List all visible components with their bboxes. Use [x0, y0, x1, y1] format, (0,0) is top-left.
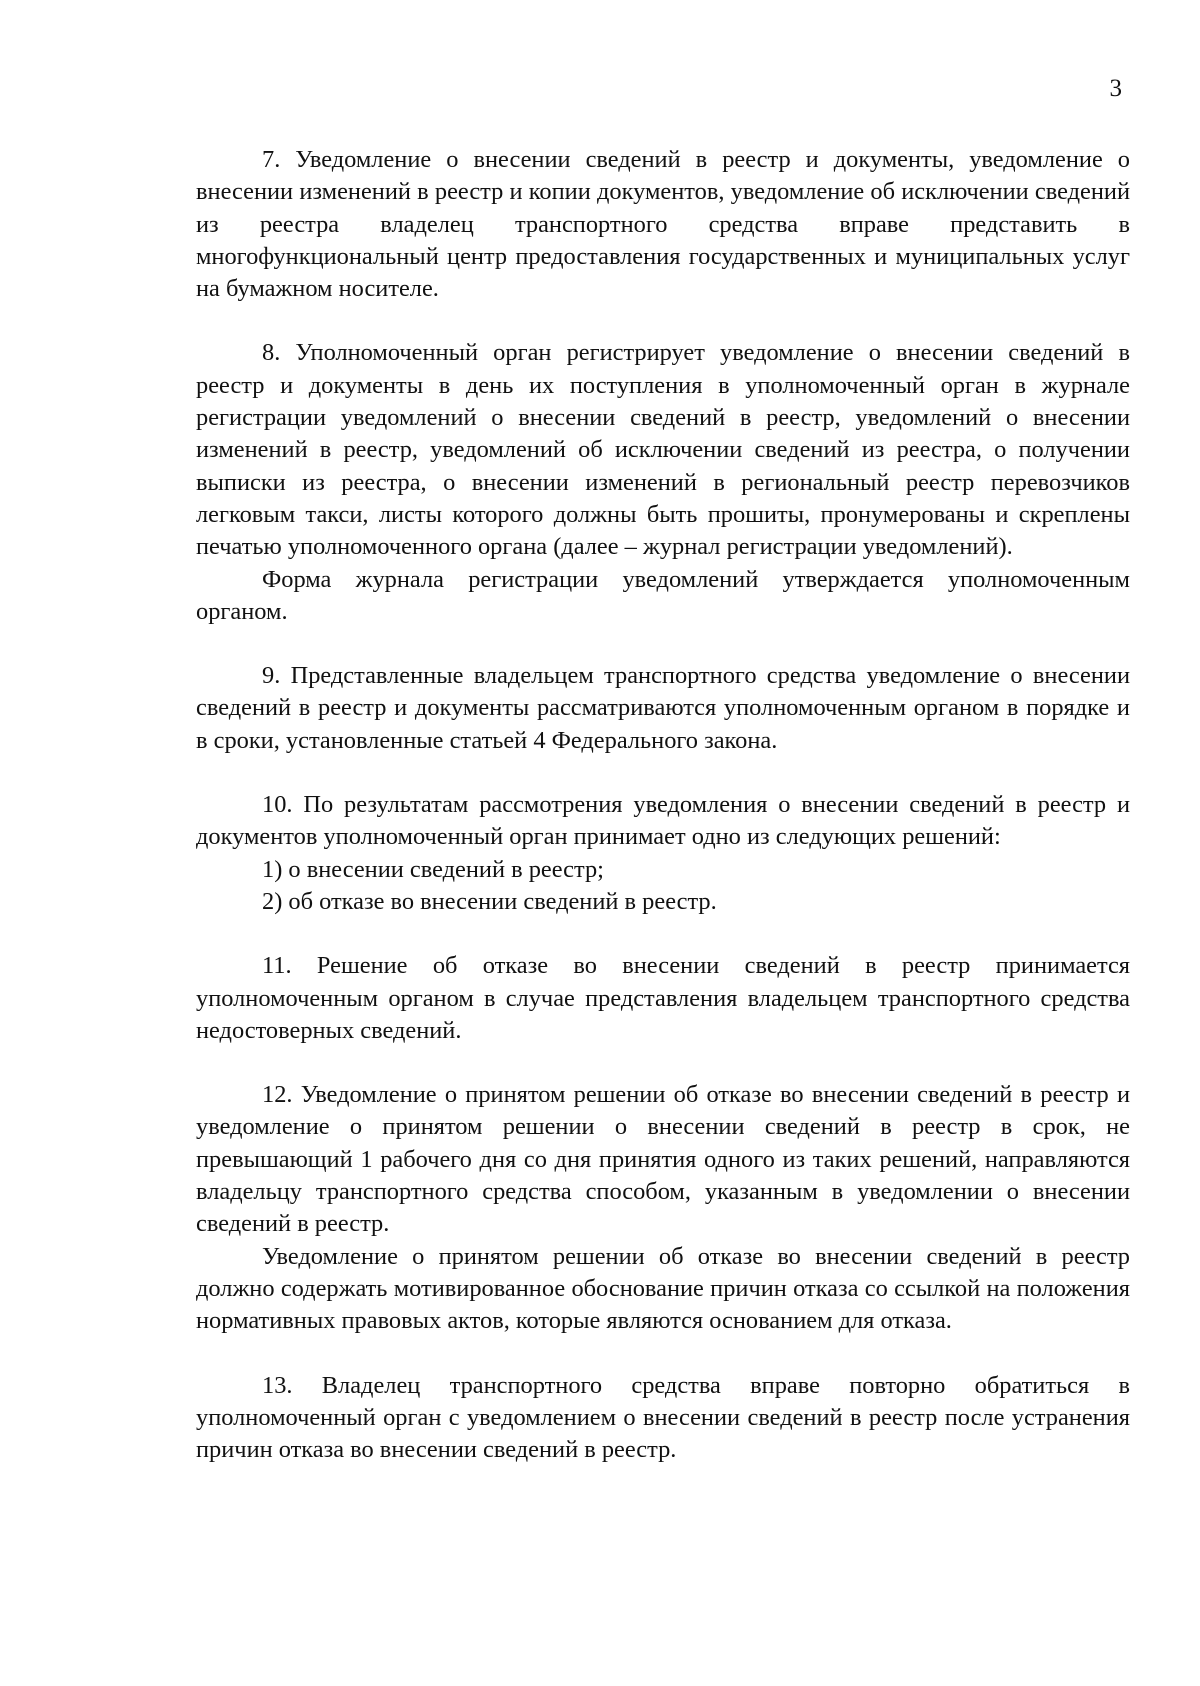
paragraph-8-form: Форма журнала регистрации уведомлений утверждается уполномоченным органом.	[196, 565, 1130, 625]
paragraph-10: 10. По результатам рассмотрения уведомления о внесении сведений в реестр и документов уполномоченный орган принимает одно из следующих решений:	[196, 791, 1130, 851]
paragraph-12: 12. Уведомление о принятом решении об отказе во внесении сведений в реестр и уведомление о принятом решении о внесении сведений в реестр в срок, не превышающий 1 рабочего дня со дня принятия одного из таких решений, направляются владельцу транспортного средства способом, указанным в уведомлении о внесении сведений в реестр.	[196, 1081, 1130, 1238]
paragraph-9: 9. Представленные владельцем транспортного средства уведомление о внесении сведений в реестр и документы рассматриваются уполномоченным органом в порядке и в сроки, установленные статьей 4 Федерального закона.	[196, 662, 1130, 754]
paragraph-7: 7. Уведомление о внесении сведений в реестр и документы, уведомление о внесении изменений в реестр и копии документов, уведомление об исключении сведений из реестра владелец транспортного средства вправе представить в многофункциональный центр предоставления государственных и муниципальных услуг на бумажном носителе.	[196, 146, 1130, 303]
paragraph-13: 13. Владелец транспортного средства вправе повторно обратиться в уполномоченный орган с уведомлением о внесении сведений в реестр после устранения причин отказа во внесении сведений в реестр.	[196, 1371, 1130, 1464]
page-number: 3	[1109, 75, 1122, 102]
document-body	[196, 144, 1130, 1466]
paragraph-12-content: Уведомление о принятом решении об отказе во внесении сведений в реестр должно содержать мотивированное обоснование причин отказа со ссылкой на положения нормативных правовых актов, которые являются основанием для отказа.	[196, 1242, 1130, 1335]
paragraph-8: 8. Уполномоченный орган регистрирует уведомление о внесении сведений в реестр и документы в день их поступления в уполномоченный орган в журнале регистрации уведомлений о внесении сведений в реестр, уведомлений о внесении изменений в реестр, уведомлений об исключении сведений из реестра, о получении выписки из реестра, о внесении изменений в региональный реестр перевозчиков легковым такси, листы которого должны быть прошиты, пронумерованы и скреплены печатью уполномоченного органа (далее – журнал регистрации уведомлений).	[196, 339, 1130, 561]
list-item-1: 1) о внесении сведений в реестр;	[262, 855, 604, 883]
paragraph-11: 11. Решение об отказе во внесении сведений в реестр принимается уполномоченным органом в случае представления владельцем транспортного средства недостоверных сведений.	[196, 952, 1130, 1044]
list-item-2: 2) об отказе во внесении сведений в реестр.	[262, 887, 717, 915]
